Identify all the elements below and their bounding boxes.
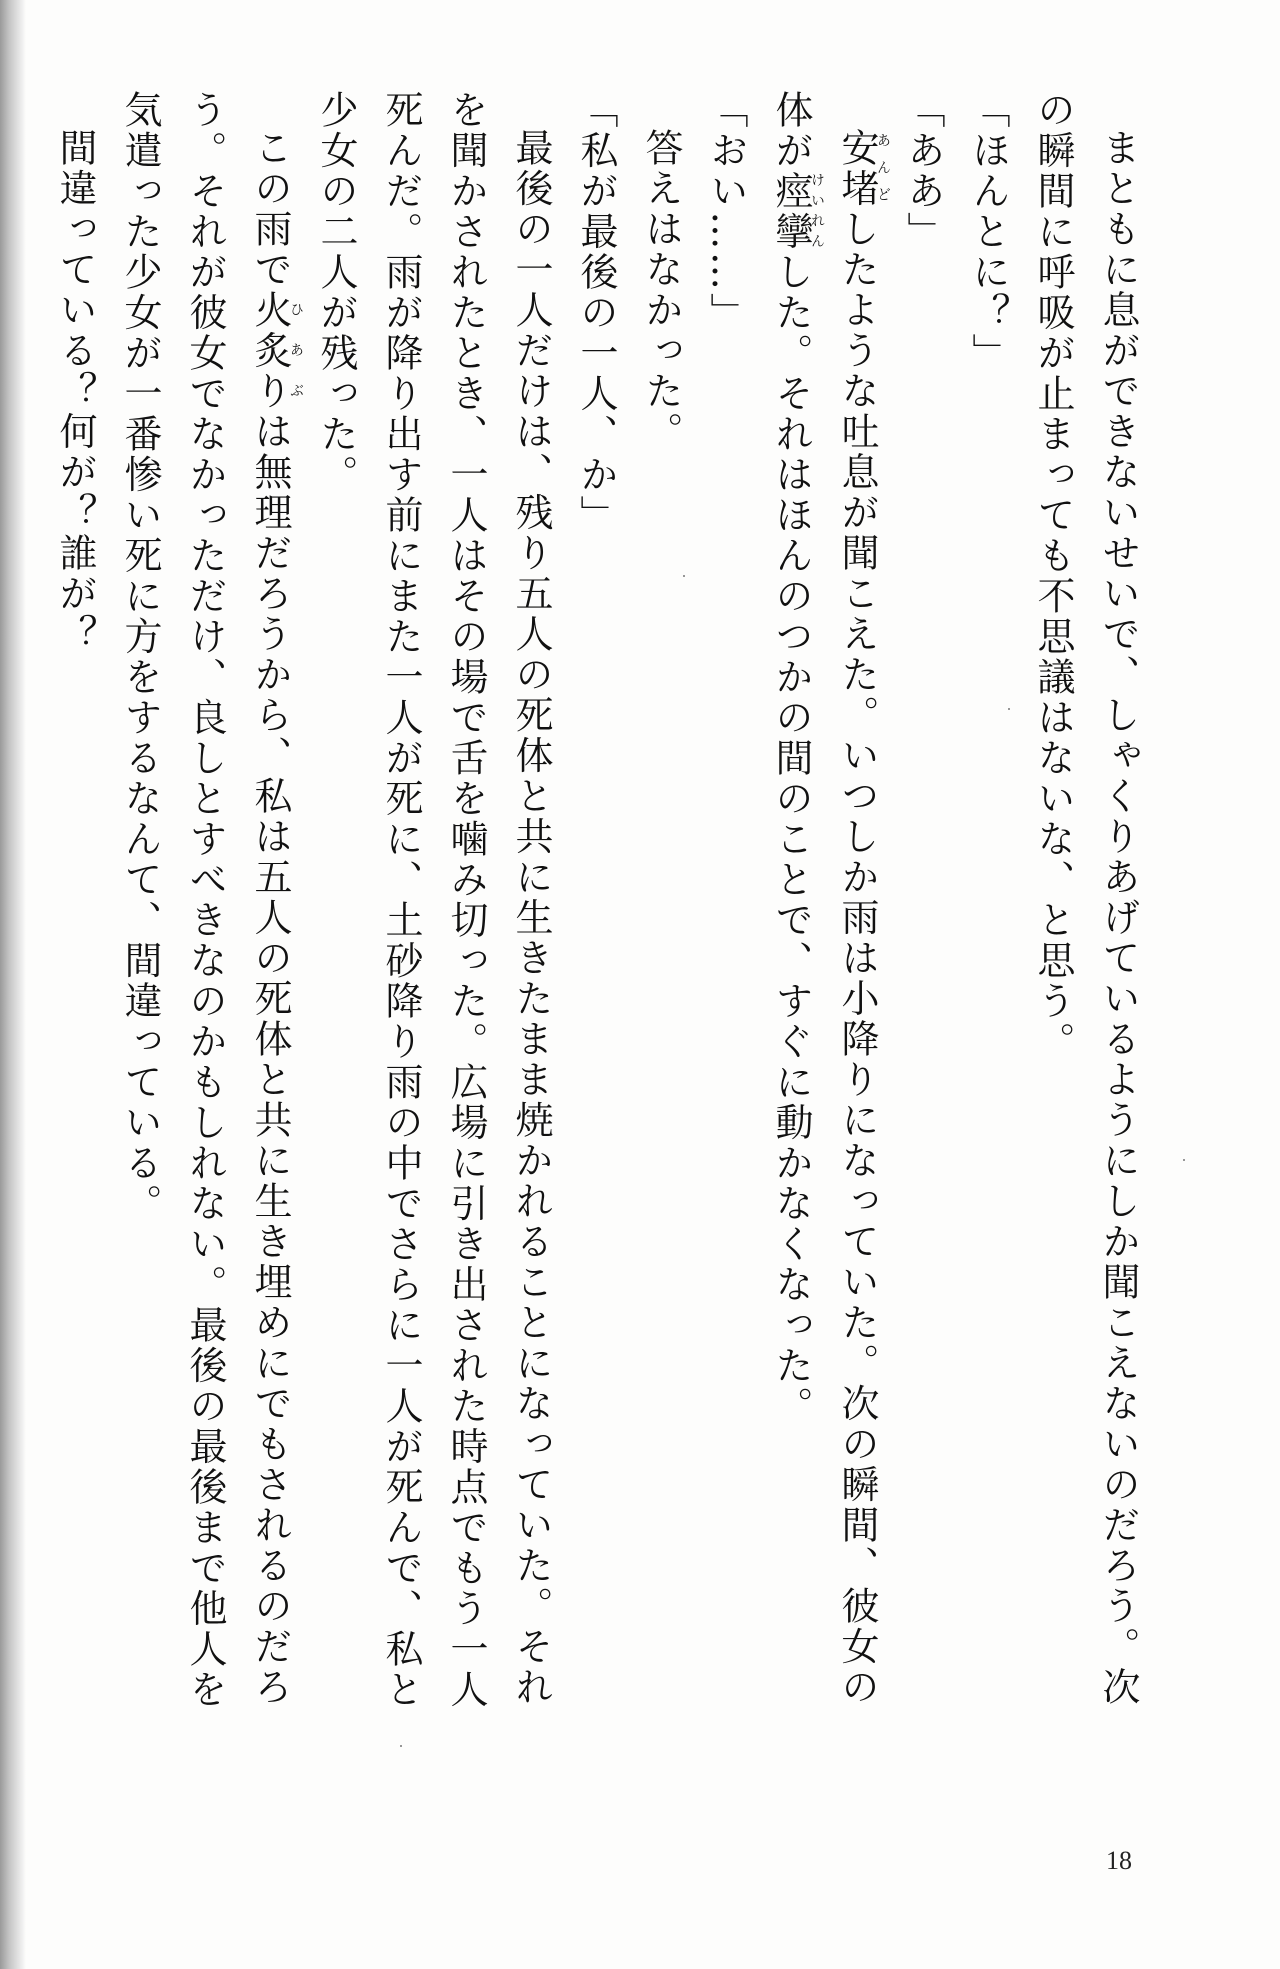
text-line-17: 間違っている？何が？誰が？ xyxy=(53,128,97,655)
furigana-ruby: 安堵あんど xyxy=(835,128,891,209)
text-line-9: 「私が最後の一人、か」 xyxy=(574,90,618,536)
text-line-6: 体が痙攣けいれんした。それはほんのつかの間のことで、すぐに動かなくなった。 xyxy=(769,90,825,1427)
text-line-8: 答えはなかった。 xyxy=(639,128,683,452)
text-line-16: 気遣った少女が一番惨い死に方をするなんて、間違っている。 xyxy=(118,90,162,1224)
paper-speck xyxy=(400,1745,402,1747)
furigana-ruby: 火炙りひあぶ xyxy=(248,290,304,412)
paper-speck xyxy=(683,575,685,577)
furigana-ruby: 痙攣けいれん xyxy=(769,171,825,252)
text-line-1: まともに息ができないせいで、しゃくりあげているようにしか聞こえないのだろう。次 xyxy=(1096,128,1140,1708)
furigana-reading: あんど xyxy=(875,128,891,209)
text-line-12: 死んだ。雨が降り出す前にまた一人が死に、土砂降り雨の中でさらに一人が死んで、私と xyxy=(379,90,423,1710)
text-line-5: 安堵あんどしたような吐息が聞こえた。いつしか雨は小降りになっていた。次の瞬間、彼女の xyxy=(835,128,891,1708)
furigana-reading: けいれん xyxy=(809,171,825,252)
binding-shadow xyxy=(0,0,26,1969)
text-line-14: この雨で火炙りひあぶは無理だろうから、私は五人の死体と共に生き埋めにでもされるのだろ xyxy=(248,128,304,1708)
paper-speck xyxy=(1183,1159,1185,1161)
text-line-4: 「ああ」 xyxy=(901,90,945,252)
text-line-13: 少女の二人が残った。 xyxy=(314,90,358,495)
text-line-7: 「おい……」 xyxy=(704,90,748,333)
text-line-15: う。それが彼女でなかっただけ、良しとすべきなのかもしれない。最後の最後まで他人を xyxy=(183,90,227,1710)
vertical-text-body xyxy=(53,90,1150,1730)
text-line-2: の瞬間に呼吸が止まっても不思議はないな、と思う。 xyxy=(1031,90,1075,1062)
text-line-10: 最後の一人だけは、残り五人の死体と共に生きたまま焼かれることになっていた。それ xyxy=(509,128,553,1708)
page-number: 18 xyxy=(1106,1846,1132,1875)
text-line-11: を聞かされたとき、一人はその場で舌を噛み切った。広場に引き出された時点でもう一人 xyxy=(444,90,488,1710)
furigana-reading: ひあぶ xyxy=(288,290,304,412)
text-line-3: 「ほんとに？」 xyxy=(966,90,1010,374)
paper-speck xyxy=(1008,708,1010,710)
